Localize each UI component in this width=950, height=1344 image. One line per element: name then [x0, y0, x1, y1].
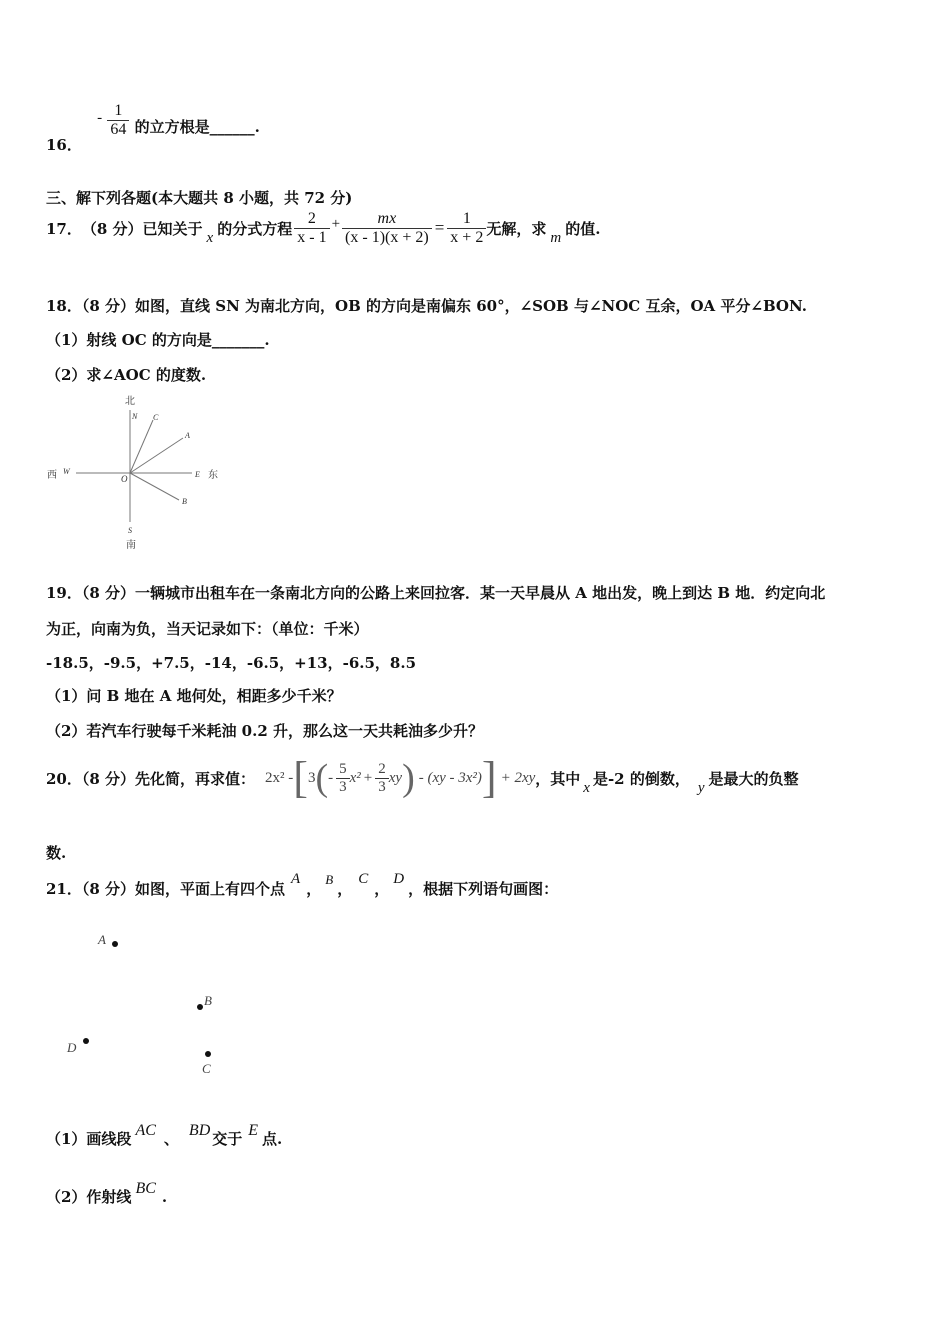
q16-line	[46, 102, 260, 155]
q17-eq: =	[434, 218, 445, 238]
label-b: B	[182, 497, 187, 506]
q20-fracB	[375, 761, 389, 795]
q16-frac-den: 64	[110, 120, 127, 138]
q20-fracA-num: 5	[336, 761, 350, 779]
q21-bd: BD	[188, 1121, 211, 1139]
q17-text-mid: 的分式方程	[217, 219, 293, 238]
q21-point-d: D	[393, 871, 405, 887]
q17-frac1-num: 2	[294, 210, 329, 229]
q21-sub1-end: 点.	[262, 1130, 283, 1148]
label-o: O	[121, 474, 128, 484]
q16-fraction	[107, 102, 129, 138]
q18-sub2: （2）求∠AOC 的度数.	[46, 366, 207, 384]
q17-text-end: 无解，求	[486, 219, 547, 238]
q17-number: 17．	[46, 219, 82, 238]
label-n: N	[132, 412, 138, 421]
point-a-dot	[112, 941, 118, 947]
q21-sub2	[46, 1178, 168, 1206]
q20-mid: - (xy - 3x²)	[418, 769, 482, 786]
q19-records: -18.5，-9.5，+7.5，-14，-6.5，+13，-6.5，8.5	[46, 654, 417, 672]
q21-comma-3: ，	[374, 880, 390, 898]
q17-frac1	[294, 210, 329, 246]
q21-point-b: B	[325, 871, 334, 887]
q19-sub1: （1）问 B 地在 A 地何处，相距多少千米？	[46, 687, 342, 705]
q20-fracA-den: 3	[339, 778, 347, 795]
q20-fracB-num: 2	[375, 761, 389, 779]
point-label-d: D	[67, 1040, 77, 1055]
q21-sub1-mid: 交于	[212, 1130, 243, 1148]
q17-frac3	[447, 210, 486, 246]
label-south-cn: 南	[126, 540, 136, 551]
q20-line1	[46, 753, 799, 802]
q18-line1: 18．（8 分）如图，直线 SN 为南北方向，OB 的方向是南偏东 60°，∠SOB 与∠NOC 互余，OA 平分∠BON.	[46, 297, 807, 315]
q20-x2: x²	[349, 769, 361, 786]
q20-right-bracket: ]	[481, 753, 497, 802]
q17-text-tail: 的值.	[565, 219, 601, 238]
q21-line1-end: ，根据下列语句画图：	[408, 880, 559, 898]
q20-three: 3	[307, 769, 316, 786]
q21-point-c: C	[358, 871, 369, 887]
q20-text2: 是-2 的倒数，	[592, 769, 690, 788]
label-e: E	[195, 470, 200, 479]
q21-comma-2: ，	[337, 880, 353, 898]
q16-frac-num: 1	[107, 102, 129, 121]
q17-frac3-den: x + 2	[450, 228, 484, 246]
q20-number: 20．（8 分）先化简，再求值：	[46, 769, 256, 788]
q21-line1	[46, 871, 559, 899]
q21-sub1-start: （1）画线段	[46, 1130, 132, 1148]
label-west-cn: 西	[47, 470, 57, 481]
q17-frac3-num: 1	[447, 210, 486, 229]
q17-var-x: x	[206, 229, 214, 246]
q20-xy: xy	[388, 769, 403, 786]
q17-frac2-num: mx	[342, 210, 432, 229]
point-label-c: C	[202, 1061, 211, 1076]
points-diagram	[60, 925, 240, 1085]
ray-ob	[130, 473, 179, 500]
q20-right-paren: )	[402, 757, 415, 799]
q21-sub2-end: .	[161, 1187, 168, 1206]
q19-sub2: （2）若汽车行驶每千米耗油 0.2 升，那么这一天共耗油多少升？	[46, 722, 483, 740]
q19-line2: 为正，向南为负，当天记录如下：（单位：千米）	[46, 620, 369, 638]
label-c: C	[153, 413, 159, 422]
q20-fracB-den: 3	[378, 778, 386, 795]
q17-var-m: m	[550, 229, 562, 246]
q20-expr-start: 2x² -	[265, 769, 294, 786]
label-a: A	[185, 431, 190, 440]
compass-diagram	[40, 390, 240, 555]
q21-e: E	[248, 1121, 259, 1139]
q21-ac: AC	[135, 1121, 156, 1139]
label-s: S	[128, 526, 132, 535]
q17-score: （8 分）已知关于	[81, 219, 203, 238]
q17-plus: +	[331, 215, 341, 232]
q21-line1-start: 21．（8 分）如图，平面上有四个点	[46, 880, 286, 898]
q21-bc: BC	[135, 1179, 156, 1197]
label-north-cn: 北	[125, 396, 135, 407]
q20-text1: ，其中	[535, 769, 581, 788]
q20-left-paren: (	[315, 757, 329, 799]
label-east-cn: 东	[208, 470, 218, 481]
q21-sub1	[46, 1120, 283, 1148]
q20-tail: + 2xy	[500, 769, 536, 786]
q20-minus: -	[328, 769, 334, 786]
q17-frac2-den: (x - 1)(x + 2)	[345, 228, 429, 246]
point-label-a: A	[98, 932, 106, 947]
point-b-dot	[197, 1004, 203, 1010]
q20-var-x: x	[583, 779, 590, 796]
q16-text: 的立方根是______.	[134, 118, 260, 137]
q20-left-bracket: [	[293, 753, 308, 802]
q20-text3: 是最大的负整	[708, 769, 799, 788]
q16-number: 16．	[46, 136, 82, 155]
q21-point-a: A	[291, 871, 301, 887]
section3-title: 三、解下列各题(本大题共 8 小题，共 72 分)	[46, 189, 353, 207]
q21-sub2-start: （2）作射线	[46, 1188, 132, 1206]
point-c-dot	[205, 1051, 211, 1057]
q19-line1: 19．（8 分）一辆城市出租车在一条南北方向的公路上来回拉客．某一天早晨从 A 地出发，晚上到达 B 地．约定向北	[46, 584, 826, 602]
point-d-dot	[83, 1038, 89, 1044]
q21-sep: 、	[163, 1130, 179, 1148]
q17-line	[46, 210, 600, 246]
q18-sub1: （1）射线 OC 的方向是_______.	[46, 331, 270, 349]
q20-line2: 数.	[46, 844, 67, 862]
q16-sign: -	[97, 110, 103, 127]
q17-frac1-den: x - 1	[297, 228, 327, 246]
point-label-b: B	[204, 993, 212, 1008]
label-w: W	[63, 467, 70, 476]
q20-fracA	[336, 761, 350, 795]
q20-var-y: y	[697, 779, 705, 796]
q17-frac2	[342, 210, 432, 246]
q20-plus: +	[363, 769, 373, 786]
q21-comma-1: ，	[306, 880, 322, 898]
